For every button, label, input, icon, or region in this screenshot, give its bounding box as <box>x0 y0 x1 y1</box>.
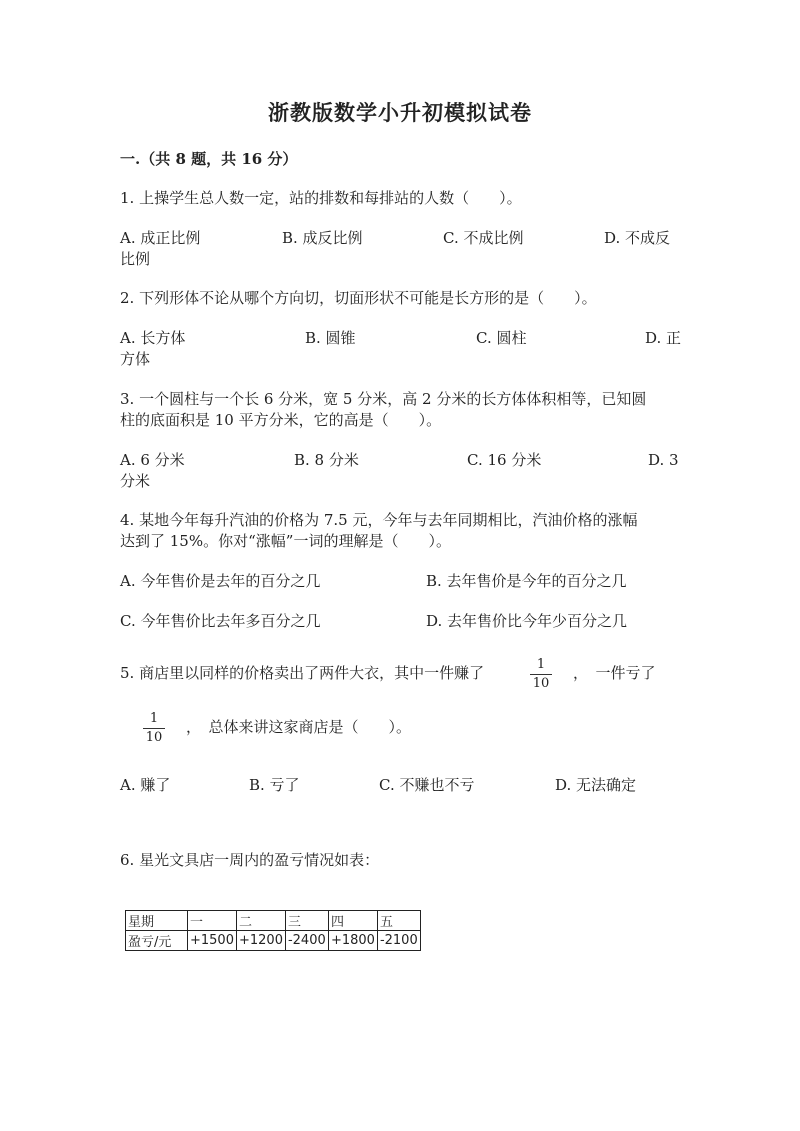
question-5-stem-part1: 5. 商店里以同样的价格卖出了两件大衣，其中一件赚了 <box>120 664 485 682</box>
question-5-stem-part2: ， 一件亏了 <box>573 664 656 682</box>
question-2-option-c[interactable]: C. 圆柱 <box>476 329 527 347</box>
question-3-option-b[interactable]: B. 8 分米 <box>294 451 359 469</box>
fraction-denominator: 10 <box>145 730 163 745</box>
table-cell: 三 <box>285 911 328 931</box>
question-1-option-d-wrap: 比例 <box>120 250 151 268</box>
table-cell: -2400 <box>285 931 328 951</box>
table-cell: +1200 <box>236 931 285 951</box>
profit-loss-table <box>125 910 421 951</box>
question-5-option-c[interactable]: C. 不赚也不亏 <box>379 776 475 794</box>
table-cell: +1800 <box>328 931 377 951</box>
question-1-option-c[interactable]: C. 不成比例 <box>443 229 524 247</box>
table-cell: 盈亏/元 <box>126 931 188 951</box>
question-5-option-a[interactable]: A. 赚了 <box>120 776 171 794</box>
table-cell: 五 <box>377 911 420 931</box>
question-4-stem-line1: 4. 某地今年每升汽油的价格为 7.5 元，今年与去年同期相比，汽油价格的涨幅 <box>120 511 638 529</box>
question-4-option-d[interactable]: D. 去年售价比今年少百分之几 <box>426 612 628 630</box>
question-6-stem: 6. 星光文具店一周内的盈亏情况如表： <box>120 851 380 869</box>
table-cell: -2100 <box>377 931 420 951</box>
fraction-one-tenth <box>141 711 167 746</box>
fraction-denominator: 10 <box>532 676 550 691</box>
table-cell: 星期 <box>126 911 188 931</box>
question-3-option-d[interactable]: D. 3 <box>648 451 679 469</box>
question-2-option-a[interactable]: A. 长方体 <box>120 329 186 347</box>
question-3-option-c[interactable]: C. 16 分米 <box>467 451 542 469</box>
question-5-stem-part3: ， 总体来讲这家商店是（ ）。 <box>186 718 412 736</box>
table-header-row <box>126 911 421 931</box>
question-5-option-d[interactable]: D. 无法确定 <box>555 776 637 794</box>
question-2-option-d-wrap: 方体 <box>120 350 151 368</box>
table-cell: +1500 <box>188 931 237 951</box>
question-1-stem: 1. 上操学生总人数一定，站的排数和每排站的人数（ ）。 <box>120 189 522 207</box>
question-2-stem: 2. 下列形体不论从哪个方向切，切面形状不可能是长方形的是（ ）。 <box>120 289 597 307</box>
question-2-option-b[interactable]: B. 圆锥 <box>305 329 356 347</box>
table-row <box>126 931 421 951</box>
question-1-option-d[interactable]: D. 不成反 <box>604 229 671 247</box>
question-4-option-b[interactable]: B. 去年售价是今年的百分之几 <box>426 572 627 590</box>
fraction-numerator: 1 <box>536 657 546 672</box>
fraction-one-tenth <box>528 657 554 692</box>
fraction-bar <box>530 674 552 675</box>
question-1-option-b[interactable]: B. 成反比例 <box>282 229 363 247</box>
table-cell: 一 <box>188 911 237 931</box>
question-3-option-d-wrap: 分米 <box>120 472 151 490</box>
question-4-option-a[interactable]: A. 今年售价是去年的百分之几 <box>120 572 321 590</box>
section-header: 一.（共 8 题，共 16 分） <box>120 150 298 168</box>
question-4-option-c[interactable]: C. 今年售价比去年多百分之几 <box>120 612 321 630</box>
question-5-option-b[interactable]: B. 亏了 <box>249 776 300 794</box>
question-3-option-a[interactable]: A. 6 分米 <box>120 451 185 469</box>
fraction-numerator: 1 <box>149 711 159 726</box>
question-3-stem-line2: 柱的底面积是 10 平方分米，它的高是（ ）。 <box>120 411 442 429</box>
fraction-bar <box>143 728 165 729</box>
table-cell: 二 <box>236 911 285 931</box>
question-1-option-a[interactable]: A. 成正比例 <box>120 229 201 247</box>
question-2-option-d[interactable]: D. 正 <box>645 329 682 347</box>
question-4-stem-line2: 达到了 15%。你对“涨幅”一词的理解是（ ）。 <box>120 532 451 550</box>
table-cell: 四 <box>328 911 377 931</box>
page-title: 浙教版数学小升初模拟试卷 <box>268 100 532 125</box>
question-3-stem-line1: 3. 一个圆柱与一个长 6 分米，宽 5 分米，高 2 分米的长方体体积相等，已知圆 <box>120 390 647 408</box>
